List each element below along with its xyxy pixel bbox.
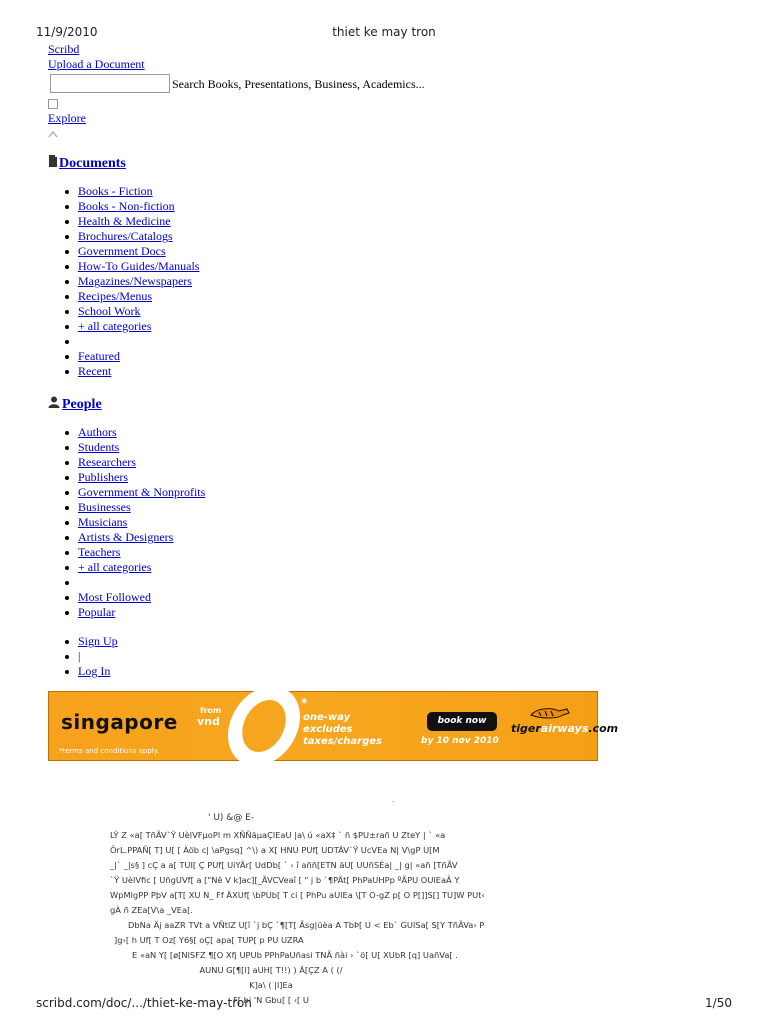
document-category-list-item [0, 184, 199, 199]
people-category-link[interactable]: Artists & Designers [78, 530, 174, 544]
document-category-link[interactable]: Books - Fiction [78, 184, 153, 198]
document-category-link[interactable]: Health & Medicine [78, 214, 171, 228]
people-category-list-item [0, 530, 205, 545]
people-category-list-item [0, 560, 205, 575]
people-category-list-item [0, 440, 205, 455]
document-category-link[interactable]: Magazines/Newspapers [78, 274, 192, 288]
book-now-button[interactable]: book now [427, 712, 497, 731]
scanned-text-line: `Ÿ UèlVfic [ UñgUVf[ a ["Nê V k]ac][_ÃVCVeaî [ " j b `¶PÄt[ PhPaUHPp ºÃPU OUlEaÂ Y [110, 875, 460, 885]
print-title: thiet ke may tron [332, 25, 436, 39]
scanned-text-line: ÖrL.PPAÑ[ T] U[ [ Àöb c| \aPgsq] ^\) a X[ HNU PUf[ UDTÄV`Ÿ UcVEa N| V\gP U[M [110, 845, 440, 855]
people-category-list-item [0, 605, 205, 620]
account-list-item [0, 634, 118, 649]
people-category-link[interactable]: Popular [78, 605, 116, 619]
checkbox[interactable] [48, 99, 58, 109]
people-category-link[interactable]: Musicians [78, 515, 128, 529]
scanned-text-line: E «aN Y[ [ø[NlSFZ ¶[O Xfj UPUb PPhPaUñasi TNÃ ñài › `ö[ U[ XUbR [q] UañVa[ . [132, 950, 458, 960]
logo-airways: airways [540, 722, 589, 735]
scanned-text-line: WpMlgPP PþV a[T[ XU N_ Ff ÄXUf[ \bPUb[ T ci [ PhPu aUlEa \[T O-gZ p[ O P[]]S[] TU]W PUt‹ [110, 890, 485, 900]
banner-offer-line: excludes [303, 724, 353, 735]
explore-link[interactable]: Explore [48, 111, 86, 125]
person-icon [48, 396, 61, 413]
print-page-number: 1/50 [705, 996, 732, 1010]
scanned-text-line: gÀ ñ ZEa[V\a _VEa[. [110, 905, 193, 915]
banner-currency: vnd [197, 715, 220, 728]
banner-valid-date: by 10 nov 2010 [421, 736, 499, 746]
search-input[interactable] [50, 74, 170, 93]
documents-category-list [0, 184, 199, 379]
document-icon [48, 155, 58, 172]
people-category-list-item [0, 500, 205, 515]
document-category-list-item [0, 289, 199, 304]
people-category-list-item [0, 425, 205, 440]
advertisement-banner[interactable] [48, 691, 619, 761]
document-category-list-item [0, 229, 199, 244]
document-category-list-item [0, 274, 199, 289]
document-category-list-item [0, 244, 199, 259]
banner-city: singapore [61, 710, 178, 734]
people-category-list-item [0, 545, 205, 560]
scan-dot: . [392, 795, 394, 804]
people-category-list [0, 425, 205, 620]
logo-tiger: tiger [511, 722, 541, 735]
document-category-link[interactable]: Featured [78, 349, 120, 363]
document-category-list-item [0, 334, 199, 349]
print-header [0, 25, 768, 41]
print-url: scribd.com/doc/.../thiet-ke-may-tron [36, 996, 252, 1010]
people-category-link[interactable]: + all categories [78, 560, 152, 574]
people-category-link[interactable]: Authors [78, 425, 117, 439]
document-category-list-item [0, 304, 199, 319]
document-category-link[interactable]: Brochures/Catalogs [78, 229, 173, 243]
people-category-link[interactable]: Researchers [78, 455, 136, 469]
people-category-link[interactable]: Teachers [78, 545, 121, 559]
scanned-text-line: LŸ Z «a[ TñÃV`Ÿ UèlVFµoPl m XÑÑäµaÇlEaU |a\ ú «aX‡ ` ñ $PU±rañ U ZteY | ` «a [110, 830, 446, 840]
people-category-list-item [0, 575, 205, 590]
people-category-list-item [0, 590, 205, 605]
document-category-link[interactable]: School Work [78, 304, 141, 318]
document-category-list-item [0, 349, 199, 364]
scanned-text-line: ]g›[ h Uf[ T Oz[ Y6§[ oÇ[ apa[ TUP[ p PU UZRA [114, 935, 304, 945]
document-category-link[interactable]: Government Docs [78, 244, 166, 258]
scanned-text-line: AUNU G[¶[l] aUH[ T!!) ) Ä[ÇZ A ( (/ [199, 965, 343, 975]
people-category-link[interactable]: Businesses [78, 500, 131, 514]
document-category-link[interactable]: Books - Non-fiction [78, 199, 175, 213]
scanned-text-line: DbNa Äj aaZR TVt a VÑtlZ U[î `j bÇ `¶[T[ Ãsg|üèa A TbÞ[ U < Eb` GUlSa[ S[Y TñÃVa› P [128, 920, 485, 930]
banner-terms: *terms and conditions apply. [59, 747, 160, 755]
document-category-link[interactable]: How-To Guides/Manuals [78, 259, 200, 273]
people-category-link[interactable]: Most Followed [78, 590, 152, 604]
tigerairways-logo [511, 722, 618, 735]
people-category-link[interactable]: Publishers [78, 470, 129, 484]
people-link[interactable]: People [62, 397, 102, 412]
account-links [0, 634, 118, 679]
document-category-list-item [0, 364, 199, 379]
scanned-text-line: _|` _|s§ ] cÇ a a[ TUI[ Ç PUf[ UiYÄr[ UdDb[ ` › î aññ[ETN äU[ UUñSÉa| _| g| «añ [TñÃV [110, 860, 458, 870]
scribd-link[interactable]: Scribd [48, 42, 80, 56]
tiger-logo-icon [529, 706, 571, 720]
people-category-link[interactable]: Government & Nonprofits [78, 485, 206, 499]
logo-com: .com [588, 722, 619, 735]
people-category-list-item [0, 470, 205, 485]
document-category-link[interactable]: Recent [78, 364, 112, 378]
account-link[interactable]: | [78, 649, 81, 663]
scanned-text-body [110, 828, 485, 1008]
banner-price-zero [220, 686, 307, 766]
document-category-list-item [0, 319, 199, 334]
top-links [48, 42, 145, 72]
scanned-text-line: F[ hi 'N Gbu[ [ ‹[ U [233, 995, 309, 1005]
print-date: 11/9/2010 [36, 25, 98, 39]
people-category-list-item [0, 515, 205, 530]
print-footer [0, 996, 768, 1012]
document-category-list-item [0, 199, 199, 214]
scanned-text-line: K]a\ ( |l]Ea [249, 980, 293, 990]
people-category-list-item [0, 485, 205, 500]
account-link[interactable]: Sign Up [78, 634, 118, 648]
people-category-link[interactable]: Students [78, 440, 120, 454]
banner-offer-line: taxes/charges [303, 736, 382, 747]
documents-heading [48, 155, 126, 172]
account-list-item [0, 664, 118, 679]
banner-offer [303, 712, 382, 748]
account-link[interactable]: Log In [78, 664, 111, 678]
people-heading [48, 396, 102, 413]
document-category-link[interactable]: Recipes/Menus [78, 289, 152, 303]
search-label: Search Books, Presentations, Business, Academics... [172, 77, 425, 91]
document-category-link[interactable]: + all categories [78, 319, 152, 333]
documents-link[interactable]: Documents [59, 156, 126, 171]
banner-from: from [200, 706, 222, 715]
document-category-list-item [0, 259, 199, 274]
collapse-arrow-icon[interactable] [48, 131, 58, 138]
banner-star: * [301, 696, 308, 710]
banner-offer-line: one-way [303, 712, 351, 723]
account-list-item [0, 649, 118, 664]
upload-document-link[interactable]: Upload a Document [48, 57, 145, 71]
people-category-list-item [0, 455, 205, 470]
document-category-list-item [0, 214, 199, 229]
scanned-title: ' U) &@ E- [208, 813, 255, 823]
